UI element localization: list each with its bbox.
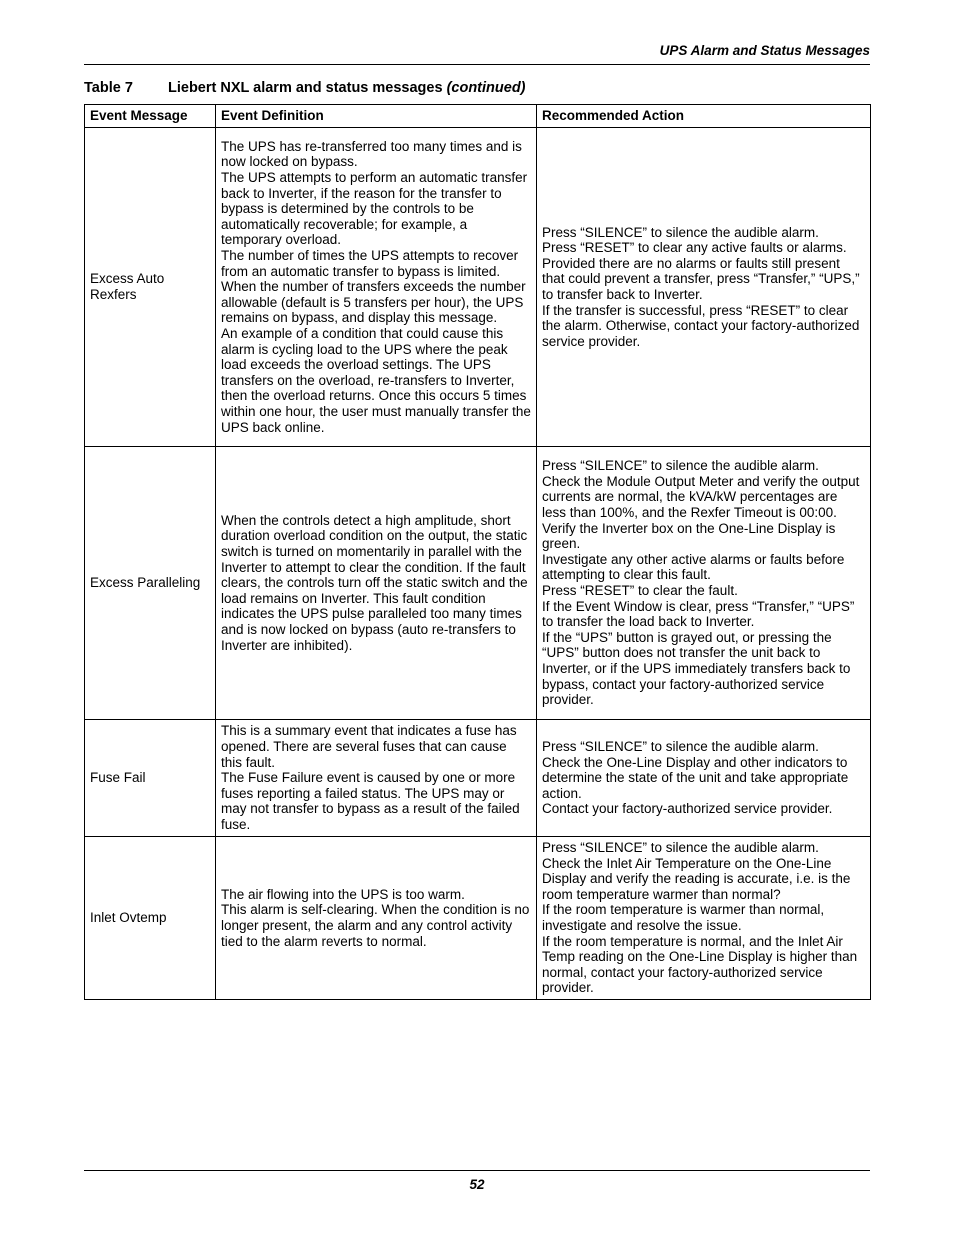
definition-paragraph: The Fuse Failure event is caused by one or more fuses reporting a failed status. The UPS may or may not transfer to bypass as a result of the failed fuse. <box>221 770 520 832</box>
action-step: If the transfer is successful, press “RESET” to clear the alarm. Otherwise, contact your factory-authorized service provider. <box>542 302 860 349</box>
table-continued: (continued) <box>446 80 526 96</box>
header-rule <box>84 64 870 65</box>
column-header-event-definition: Event Definition <box>216 105 537 128</box>
definition-paragraph: The UPS has re-transferred too many times and is now locked on bypass. <box>221 138 522 170</box>
running-header: UPS Alarm and Status Messages <box>659 43 870 58</box>
alarm-status-table <box>84 104 871 1000</box>
recommended-action-cell <box>537 720 871 837</box>
definition-paragraph: When the controls detect a high amplitude, short duration overload condition on the output, the static switch is turned on momentarily in parallel with the Inverter to attempt to clear the condition. If the fault clears, the controls turn off the static switch and the load remains on Inverter. This fault condition indicates the UPS pulse paralleled too many times and is now locked on bypass (auto re-transfers to Inverter are inhibited). <box>221 512 528 653</box>
table-caption <box>84 80 526 96</box>
table-header-row <box>85 105 871 128</box>
page-number: 52 <box>469 1177 485 1192</box>
event-message-cell: Fuse Fail <box>85 720 216 837</box>
table-title: Liebert NXL alarm and status messages <box>168 80 443 96</box>
event-message-cell: Excess Auto Rexfers <box>85 128 216 447</box>
action-step: If the room temperature is normal, and the Inlet Air Temp reading on the One-Line Display is higher than normal, contact your factory-authorized service provider. <box>542 933 858 996</box>
event-definition-cell <box>216 128 537 447</box>
event-definition-cell <box>216 720 537 837</box>
recommended-action-cell <box>537 837 871 1000</box>
action-step: If the “UPS” button is grayed out, or pressing the “UPS” button does not transfer the unit back to Inverter, or if the UPS immediately transfers back to bypass, contact your factory-authorized service provider. <box>542 629 851 708</box>
action-step: If the Event Window is clear, press “Transfer,” “UPS” to transfer the load back to Inverter. <box>542 598 855 630</box>
definition-paragraph: The UPS attempts to perform an automatic transfer back to Inverter, if the reason for the transfer to bypass is determined by the controls to be automatically recoverable; for example, a temporary overload. <box>221 170 528 248</box>
column-header-recommended-action: Recommended Action <box>537 105 871 128</box>
table-number: Table 7 <box>84 80 133 96</box>
action-step: Check the One-Line Display and other indicators to determine the state of the unit and take appropriate action. <box>542 754 849 801</box>
action-step: Check the Inlet Air Temperature on the One-Line Display and verify the reading is accurate, i.e. is the room temperature warmer than normal? <box>542 855 851 902</box>
event-message-cell: Inlet Ovtemp <box>85 837 216 1000</box>
action-step: Press “SILENCE” to silence the audible alarm. <box>542 739 819 755</box>
recommended-action-cell <box>537 128 871 447</box>
action-step: Press “RESET” to clear any active faults or alarms. <box>542 240 847 256</box>
action-step: Press “RESET” to clear the fault. <box>542 583 738 598</box>
action-step: Press “SILENCE” to silence the audible alarm. <box>542 840 819 856</box>
action-step: If the room temperature is warmer than normal, investigate and resolve the issue. <box>542 902 825 933</box>
table-row <box>85 720 871 837</box>
event-message-cell: Excess Paralleling <box>85 447 216 720</box>
table-row <box>85 128 871 447</box>
action-step: Verify the Inverter box on the One-Line Display is green. <box>542 520 836 552</box>
event-definition-cell <box>216 447 537 720</box>
definition-paragraph: This alarm is self-clearing. When the condition is no longer present, the alarm and any control activity tied to the alarm reverts to normal. <box>221 902 530 949</box>
action-step: Press “SILENCE” to silence the audible alarm. <box>542 458 819 474</box>
action-step: Press “SILENCE” to silence the audible alarm. <box>542 224 819 240</box>
event-definition-cell <box>216 837 537 1000</box>
footer-rule <box>84 1170 870 1171</box>
table-row <box>85 447 871 720</box>
definition-paragraph: An example of a condition that could cause this alarm is cycling load to the UPS where the peak load exceeds the overload settings. The UPS transfers on the overload, re-transfers to Inverter, then the overload returns. Once this occurs 5 times within one hour, the user must manually transfer the UPS back online. <box>221 325 531 435</box>
definition-paragraph: The air flowing into the UPS is too warm. <box>221 886 465 902</box>
definition-paragraph: The number of times the UPS attempts to recover from an automatic transfer to bypass is limited. When the number of transfers exceeds the number allowable (default is 5 transfers per hour), the UPS remains on bypass, and display this message. <box>221 248 526 326</box>
column-header-event-message: Event Message <box>85 105 216 128</box>
action-step: Check the Module Output Meter and verify the output currents are normal, the kVA/kW percentages are less than 100%, and the Rexfer Timeout is 00:00. <box>542 473 860 521</box>
action-step: Investigate any other active alarms or faults before attempting to clear this fault. <box>542 551 845 583</box>
action-step: Contact your factory-authorized service provider. <box>542 801 833 817</box>
table-row <box>85 837 871 1000</box>
definition-paragraph: This is a summary event that indicates a fuse has opened. There are several fuses that can cause this fault. <box>221 723 517 770</box>
action-step: Provided there are no alarms or faults still present that could prevent a transfer, press “Transfer,” “UPS,” to transfer back to Inverter. <box>542 255 860 302</box>
recommended-action-cell <box>537 447 871 720</box>
